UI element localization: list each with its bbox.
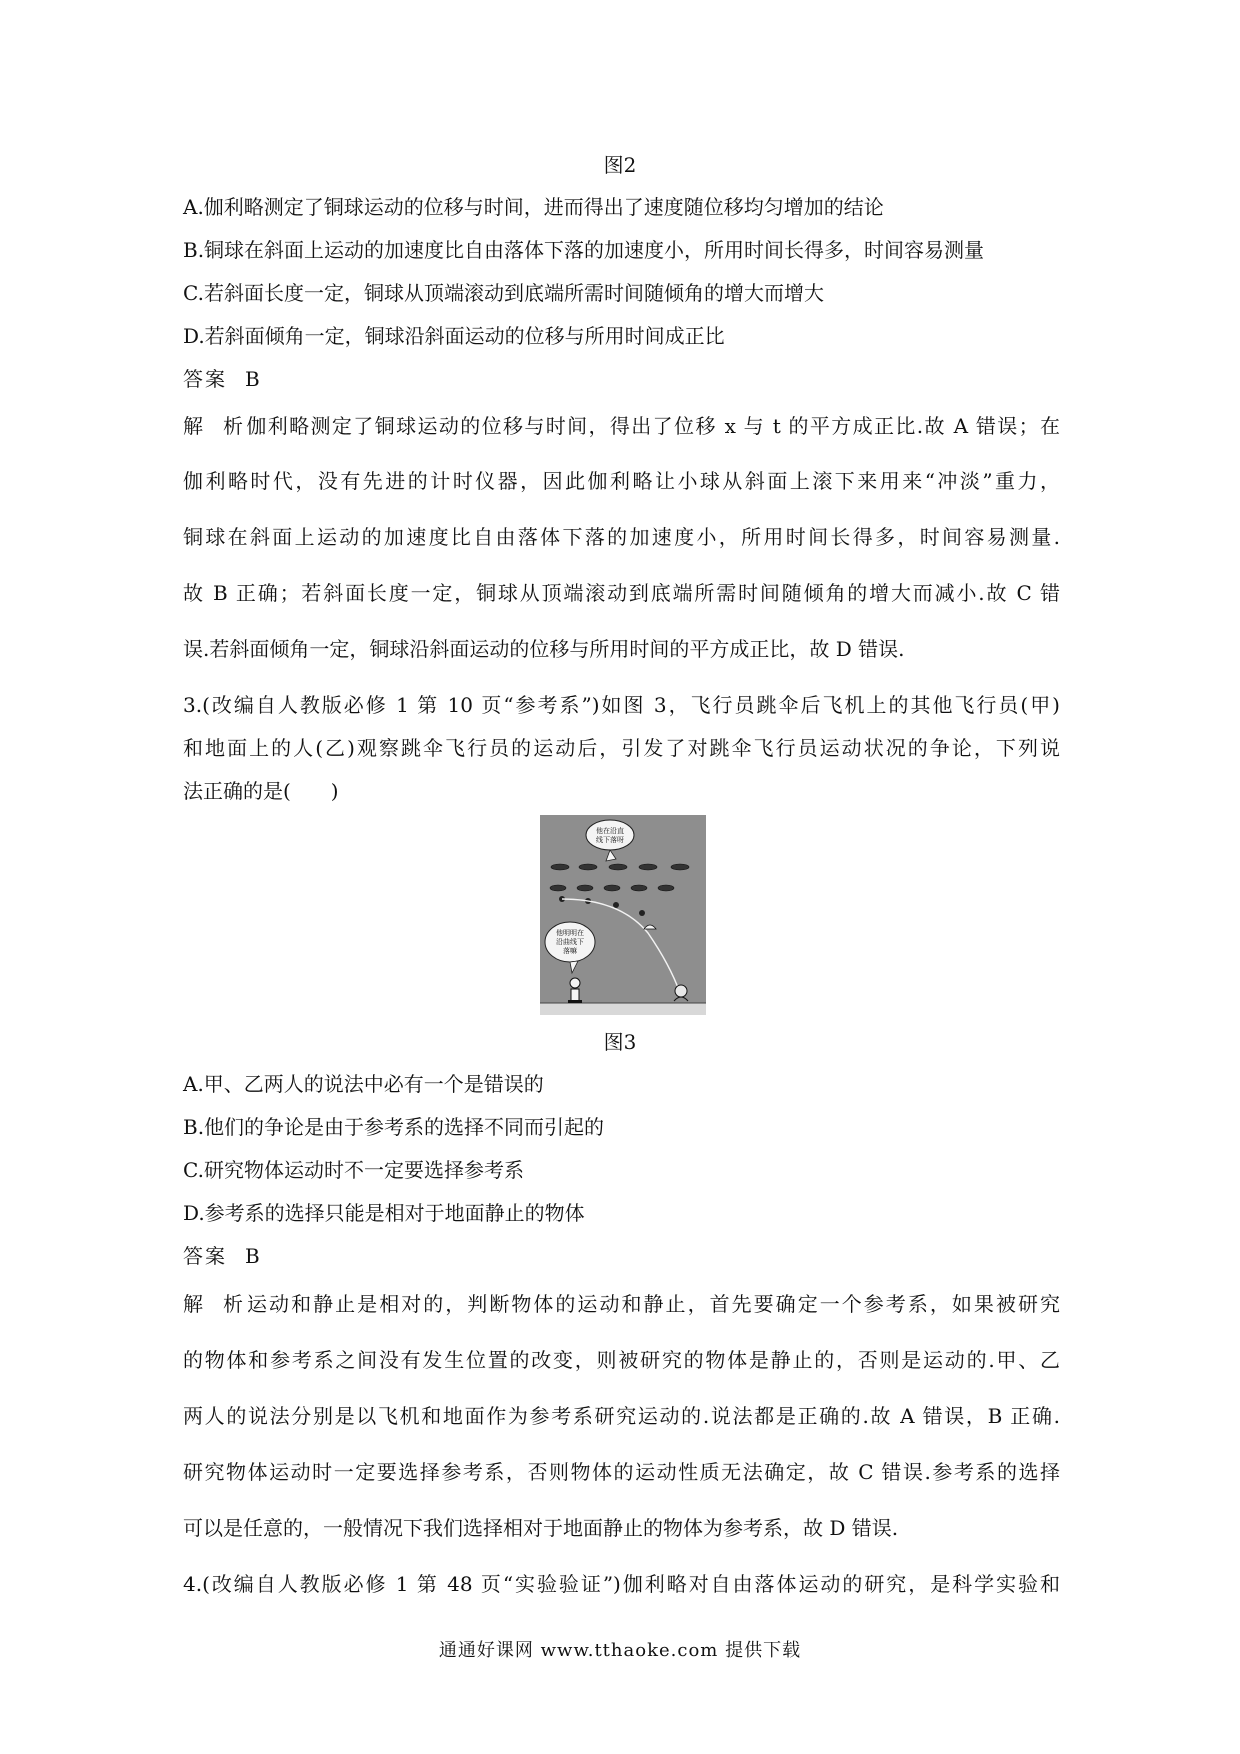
parachutist-figure	[540, 815, 706, 1015]
q2-answer	[183, 365, 260, 393]
q3-option-c: C.研究物体运动时不一定要选择参考系	[183, 1158, 524, 1182]
answer-label: 答案	[183, 1244, 227, 1268]
bubble-top-line-1: 他在沿直	[596, 827, 624, 835]
q4-stem-line-1: 4.(改编自人教版必修 1 第 48 页“实验验证”)伽利略对自由落体运动的研究，是科学实验和	[183, 1572, 1060, 1596]
analysis-label: 解析	[183, 1292, 245, 1316]
q3-stem-line-1: 3.(改编自人教版必修 1 第 10 页“参考系”)如图 3，飞行员跳伞后飞机上的其他飞行员(甲)	[183, 693, 1060, 717]
q2-analysis-line-2: 伽利略时代，没有先进的计时仪器，因此伽利略让小球从斜面上滚下来用来“冲淡”重力，	[183, 469, 1060, 493]
q2-analysis-line-4: 故 B 正确；若斜面长度一定，铜球从顶端滚动到底端所需时间随倾角的增大而减小.故 C 错	[183, 581, 1060, 605]
figure-3-caption: 图3	[603, 1030, 637, 1054]
q3-analysis-line-4: 研究物体运动时一定要选择参考系，否则物体的运动性质无法确定，故 C 错误.参考系的选择	[183, 1460, 1060, 1484]
q3-option-b: B.他们的争论是由于参考系的选择不同而引起的	[183, 1115, 605, 1139]
bubble-bottom-line-1: 他明明在	[556, 929, 584, 937]
q2-option-d: D.若斜面倾角一定，铜球沿斜面运动的位移与所用时间成正比	[183, 324, 725, 348]
page-footer: 通通好课网 www.tthaoke.com 提供下载	[438, 1640, 802, 1661]
q2-analysis-line-1	[183, 412, 1060, 440]
q3-analysis-line-1	[183, 1290, 1060, 1318]
q3-stem-line-3: 法正确的是( )	[183, 779, 339, 803]
figure-2-caption: 图2	[603, 153, 637, 177]
q3-analysis-line-2: 的物体和参考系之间没有发生位置的改变，则被研究的物体是静止的，否则是运动的.甲、乙	[183, 1348, 1060, 1372]
bubble-bottom-line-3: 落嘛	[563, 947, 577, 955]
q3-analysis-line-3: 两人的说法分别是以飞机和地面作为参考系研究运动的.说法都是正确的.故 A 错误，B 正确.	[183, 1404, 1060, 1428]
q2-option-c: C.若斜面长度一定，铜球从顶端滚动到底端所需时间随倾角的增大而增大	[183, 281, 824, 305]
bubble-top-line-2: 线下落呀	[596, 836, 624, 844]
answer-value: B	[245, 1244, 260, 1268]
analysis-text: 运动和静止是相对的，判断物体的运动和静止，首先要确定一个参考系，如果被研究	[245, 1292, 1060, 1316]
q2-analysis-line-5: 误.若斜面倾角一定，铜球沿斜面运动的位移与所用时间的平方成正比，故 D 错误.	[183, 637, 905, 661]
q3-option-d: D.参考系的选择只能是相对于地面静止的物体	[183, 1201, 585, 1225]
bubble-bottom-line-2: 沿曲线下	[556, 938, 584, 946]
q2-option-b: B.铜球在斜面上运动的加速度比自由落体下落的加速度小，所用时间长得多，时间容易测量	[183, 238, 985, 262]
q3-option-a: A.甲、乙两人的说法中必有一个是错误的	[183, 1072, 544, 1096]
q3-answer	[183, 1242, 260, 1270]
speech-bubble-top	[586, 820, 634, 850]
answer-value: B	[245, 367, 260, 391]
figure-ground	[540, 1003, 706, 1015]
q3-stem-line-2: 和地面上的人(乙)观察跳伞飞行员的运动后，引发了对跳伞飞行员运动状况的争论，下列说	[183, 736, 1060, 760]
answer-label: 答案	[183, 367, 227, 391]
analysis-label: 解析	[183, 414, 245, 438]
q2-analysis-line-3: 铜球在斜面上运动的加速度比自由落体下落的加速度小，所用时间长得多，时间容易测量.	[183, 525, 1060, 549]
q3-analysis-line-5: 可以是任意的，一般情况下我们选择相对于地面静止的物体为参考系，故 D 错误.	[183, 1516, 899, 1540]
analysis-text: 伽利略测定了铜球运动的位移与时间，得出了位移 x 与 t 的平方成正比.故 A 错误；在	[245, 414, 1060, 438]
q2-option-a: A.伽利略测定了铜球运动的位移与时间，进而得出了速度随位移均匀增加的结论	[183, 195, 884, 219]
